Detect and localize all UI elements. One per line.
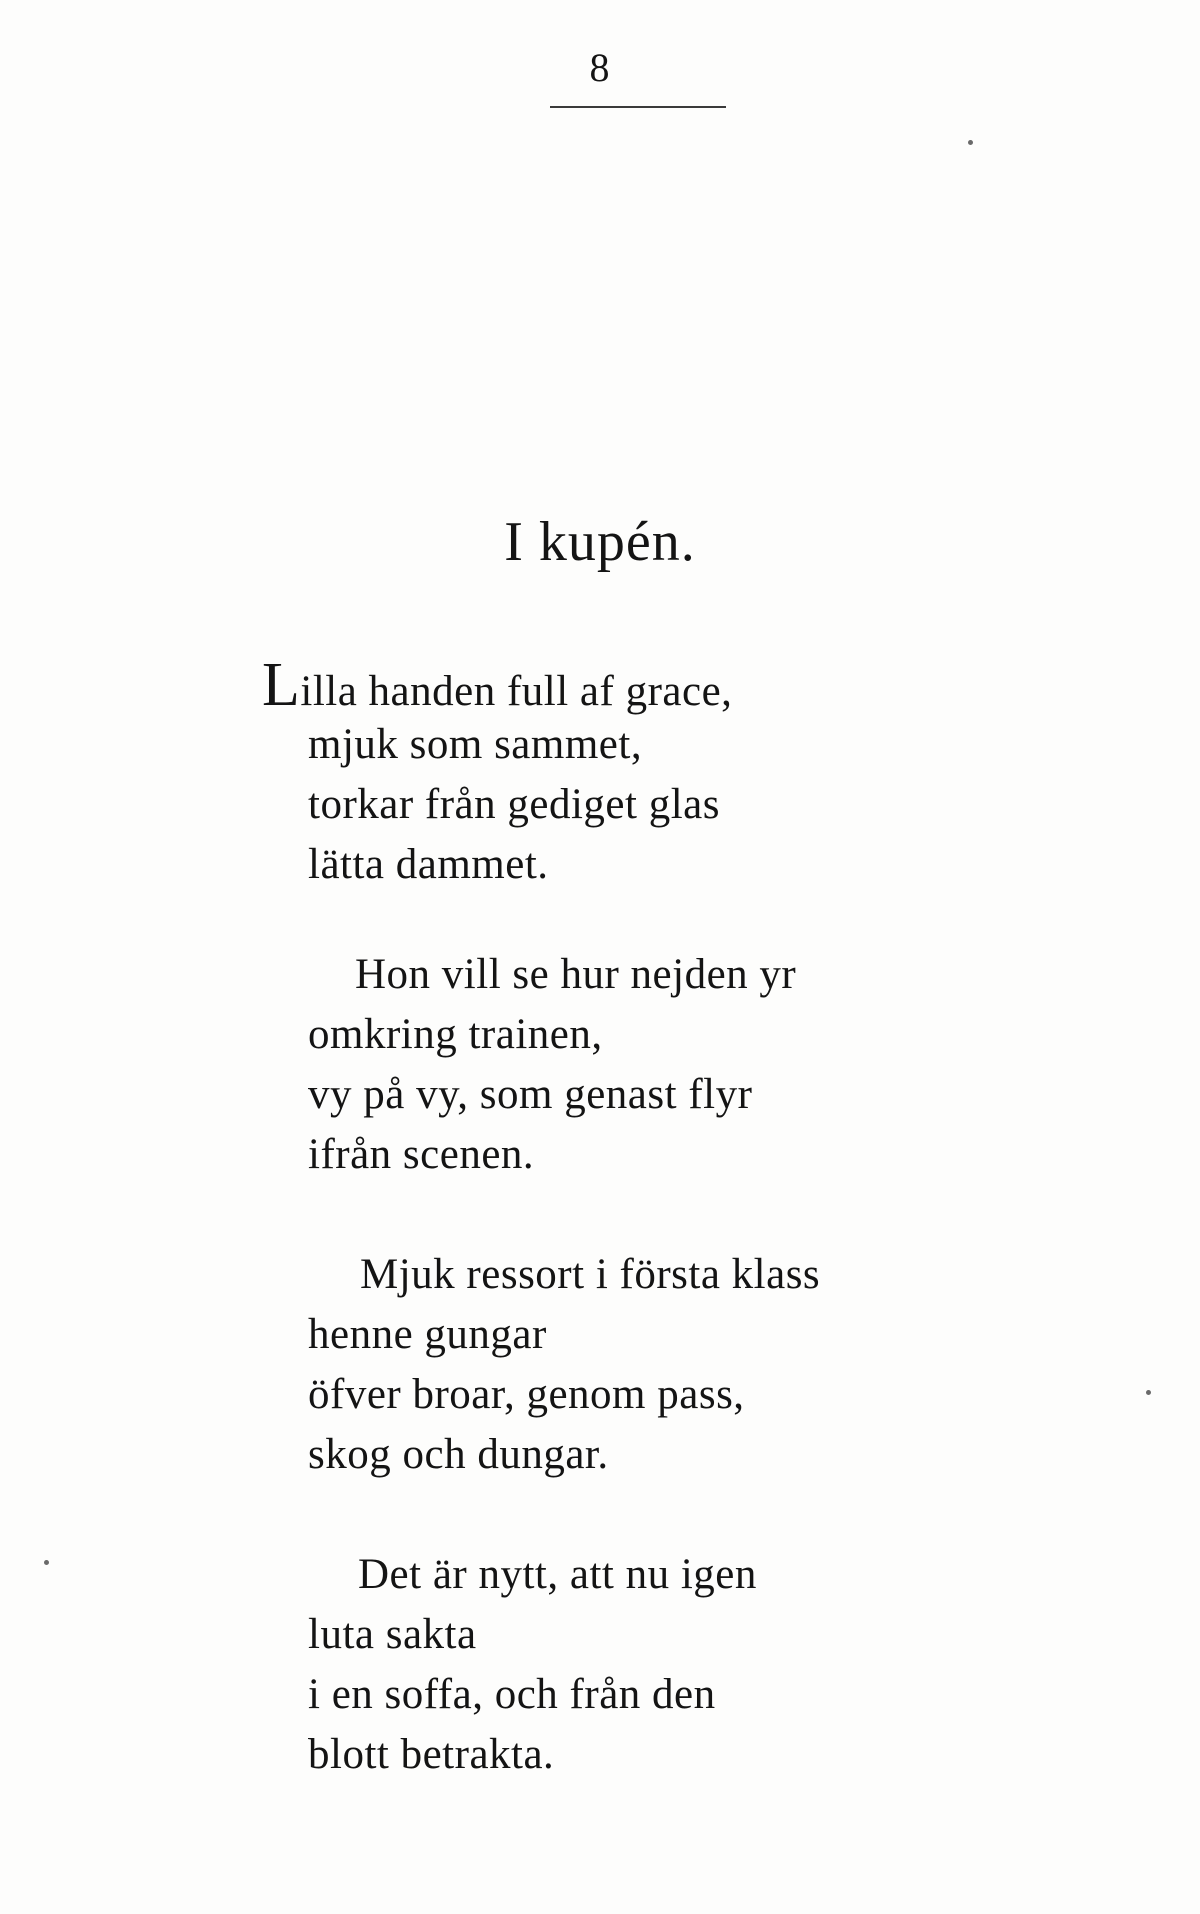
paper-speck bbox=[968, 140, 973, 145]
poem-line: Det är nytt, att nu igen bbox=[358, 1551, 757, 1598]
poem-line: luta sakta bbox=[308, 1611, 477, 1658]
poem-line: i en soffa, och från den bbox=[308, 1671, 716, 1718]
poem-line: blott betrakta. bbox=[308, 1731, 555, 1778]
poem-line: omkring trainen, bbox=[308, 1011, 603, 1058]
poem-line: vy på vy, som genast flyr bbox=[308, 1071, 753, 1118]
drop-cap: L bbox=[262, 651, 301, 719]
poem-line: ifrån scenen. bbox=[308, 1131, 535, 1178]
poem-line: lätta dammet. bbox=[308, 841, 549, 888]
header-rule bbox=[550, 106, 726, 108]
poem-line-text: illa handen full af grace, bbox=[300, 668, 733, 715]
paper-speck bbox=[1146, 1390, 1151, 1395]
paper-speck bbox=[44, 1560, 49, 1565]
poem-line: torkar från gediget glas bbox=[308, 781, 720, 828]
poem-line: skog och dungar. bbox=[308, 1431, 609, 1478]
page-number: 8 bbox=[589, 45, 611, 90]
poem-line: mjuk som sammet, bbox=[308, 721, 643, 768]
poem-line: Mjuk ressort i första klass bbox=[360, 1251, 821, 1298]
poem-line: henne gungar bbox=[308, 1311, 547, 1358]
poem-line: öfver broar, genom pass, bbox=[308, 1371, 745, 1418]
poem-title: I kupén. bbox=[504, 511, 696, 573]
poem-line bbox=[262, 651, 733, 719]
poem-line: Hon vill se hur nejden yr bbox=[355, 951, 797, 998]
